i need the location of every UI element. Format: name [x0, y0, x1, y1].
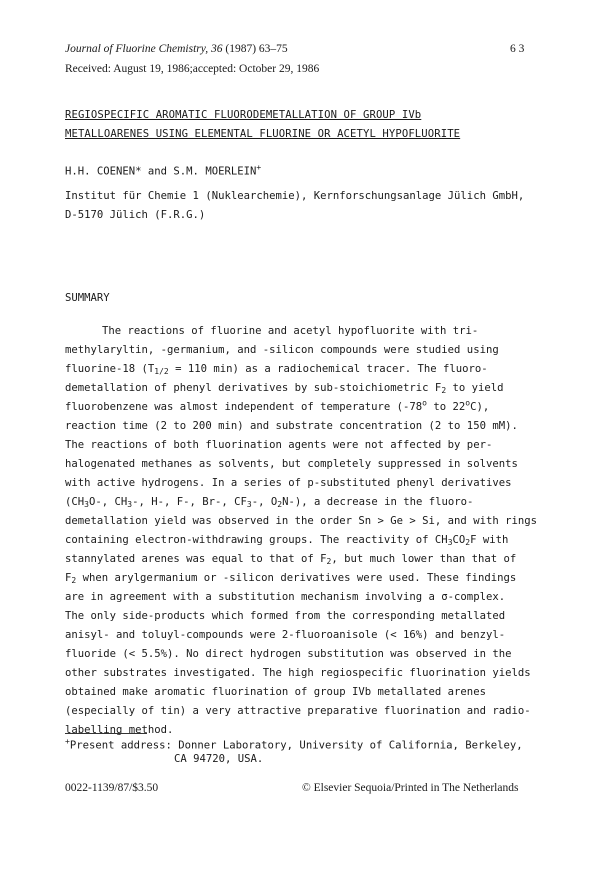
summary-line: The only side-products which formed from the corresponding metallated — [65, 610, 506, 622]
text-run: containing electron-withdrawing groups. The reactivity of CH — [65, 534, 448, 546]
text-run: demetallation of phenyl derivatives by sub-stoichiometric F — [65, 382, 442, 394]
journal-volume: 36 — [210, 43, 223, 55]
footnote-rule — [65, 733, 147, 734]
summary-line: with active hydrogens. In a series of p-substituted phenyl derivatives — [65, 477, 512, 489]
summary-line — [65, 363, 488, 375]
footnote-mark: + — [65, 737, 70, 746]
affiliation-line-1: Institut für Chemie 1 (Nuklearchemie), Kernforschungsanlage Jülich GmbH, — [65, 190, 525, 202]
subscript: 2 — [71, 576, 77, 585]
summary-line: labelling method. — [65, 724, 174, 736]
text-run: F — [65, 572, 72, 584]
summary-line: demetallation yield was observed in the order Sn > Ge > Si, and with rings — [65, 515, 537, 527]
received-date: Received: August 19, 1986;accepted: October 29, 1986 — [65, 63, 320, 75]
subscript: 3 — [246, 500, 252, 509]
subscript: 2 — [326, 557, 332, 566]
affiliation-line-2: D-5170 Jülich (F.R.G.) — [65, 209, 206, 221]
summary-line: anisyl- and toluyl-compounds were 2-fluoroanisole (< 16%) and benzyl- — [65, 629, 506, 641]
summary-line — [65, 382, 504, 394]
article-title-line-1: REGIOSPECIFIC AROMATIC FLUORODEMETALLATION OF GROUP IVb — [65, 109, 422, 121]
subscript: 2 — [441, 386, 447, 395]
subscript: 3 — [127, 500, 133, 509]
text-run: = 110 min) as a radiochemical tracer. The fluoro- — [168, 363, 488, 375]
author-names: H.H. COENEN* and S.M. MOERLEIN — [65, 165, 257, 178]
text-run: stannylated arenes was equal to that of F — [65, 553, 327, 565]
summary-heading: SUMMARY — [65, 292, 110, 304]
text-run: to yield — [446, 382, 504, 394]
superscript: o — [465, 398, 471, 408]
text-run: when arylgermanium or -silicon derivatives were used. These findings — [76, 572, 517, 584]
summary-line — [65, 398, 490, 413]
subscript: 2 — [277, 500, 283, 509]
subscript: 1/2 — [154, 367, 169, 376]
summary-line — [65, 534, 508, 546]
footnote-line-1 — [65, 737, 523, 752]
summary-line: other substrates investigated. The high regiospecific fluorination yields — [65, 667, 531, 679]
text-run: fluorine-18 (T — [65, 363, 155, 375]
summary-line — [65, 572, 516, 584]
summary-line — [65, 553, 516, 565]
text-run: , but much lower than that of — [331, 553, 517, 565]
text-run: CO — [452, 534, 466, 546]
text-run: O-, CH — [88, 496, 128, 508]
page-number: 6 3 — [510, 43, 525, 55]
footnote-line-2: CA 94720, USA. — [174, 753, 264, 765]
journal-name: Journal of Fluorine Chemistry, — [65, 43, 209, 55]
summary-line: The reactions of both fluorination agents were not affected by per- — [65, 439, 493, 451]
subscript: 2 — [465, 538, 471, 547]
text-run: -, O — [251, 496, 278, 508]
subscript: 3 — [84, 500, 89, 509]
summary-line: are in agreement with a substitution mechanism involving a σ-complex. — [65, 591, 506, 603]
footnote-text: Present address: Donner Laboratory, University of California, Berkeley, — [69, 739, 523, 752]
summary-line — [65, 496, 473, 508]
article-title-line-2: METALLOARENES USING ELEMENTAL FLUORINE OR ACETYL HYPOFLUORITE — [65, 128, 461, 140]
text-run: F with — [470, 534, 509, 546]
summary-line: methylaryltin, -germanium, and -silicon compounds were studied using — [65, 344, 499, 356]
summary-line: fluoride (< 5.5%). No direct hydrogen substitution was observed in the — [65, 648, 512, 660]
superscript: o — [422, 398, 427, 408]
text-run: to 22 — [427, 401, 466, 413]
text-run: C), — [470, 401, 490, 413]
summary-line: reaction time (2 to 200 min) and substrate concentration (2 to 150 mM). — [65, 420, 518, 432]
journal-pages: (1987) 63–75 — [225, 43, 288, 55]
text-run: fluorobenzene was almost independent of temperature (-78 — [65, 401, 423, 413]
issn-price-code: 0022-1139/87/$3.50 — [65, 782, 159, 794]
authors — [65, 163, 261, 178]
author-footnote-mark: + — [256, 163, 262, 172]
journal-citation — [65, 43, 288, 55]
subscript: 3 — [447, 538, 453, 547]
text-run: (CH — [65, 496, 85, 508]
summary-line: The reactions of fluorine and acetyl hypofluorite with tri- — [102, 325, 479, 337]
copyright: © Elsevier Sequoia/Printed in The Netherlands — [302, 782, 519, 794]
summary-line: obtained make aromatic fluorination of group IVb metallated arenes — [65, 686, 486, 698]
summary-line: (especially of tin) a very attractive preparative fluorination and radio- — [65, 705, 531, 717]
summary-line: halogenated methanes as solvents, but completely suppressed in solvents — [65, 458, 518, 470]
text-run: -, H-, F-, Br-, CF — [132, 496, 247, 508]
text-run: N-), a decrease in the fluoro- — [282, 496, 474, 508]
